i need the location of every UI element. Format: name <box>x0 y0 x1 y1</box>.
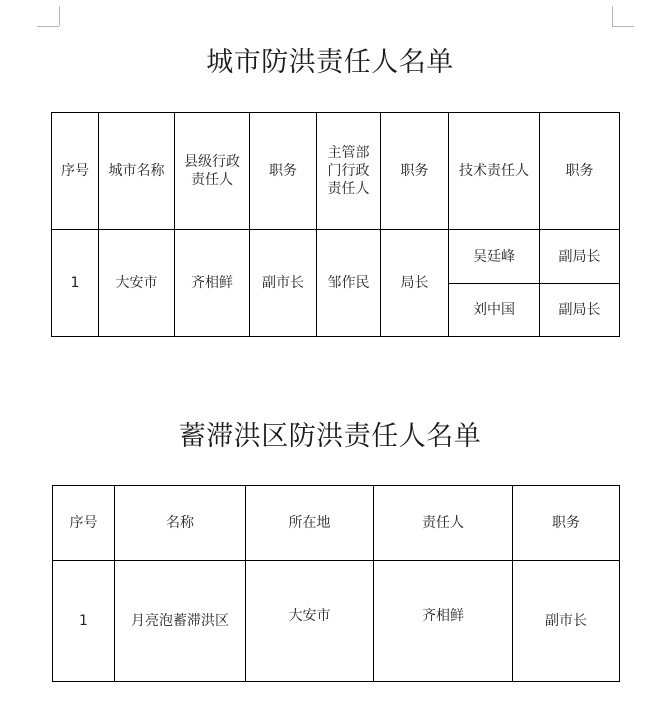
county-leader-cell: 齐相鲜 <box>175 230 250 337</box>
area-name-cell: 月亮泡蓄滞洪区 <box>115 561 246 682</box>
header-cell: 名称 <box>115 486 246 561</box>
header-cell: 序号 <box>52 113 99 230</box>
table-row <box>53 561 620 682</box>
header-cell: 技术责任人 <box>449 113 540 230</box>
tech-leader-position-cell: 副局长 <box>540 230 620 284</box>
table1-header-row <box>52 113 620 230</box>
header-cell: 序号 <box>53 486 115 561</box>
crop-mark-top-right-vertical <box>612 6 613 26</box>
row-index-cell: 1 <box>53 561 115 682</box>
tech-leader-name-cell: 刘中国 <box>449 284 540 337</box>
position-cell: 副市长 <box>513 561 620 682</box>
tech-leader-name-cell: 吴廷峰 <box>449 230 540 284</box>
header-cell: 县级行政责任人 <box>175 113 250 230</box>
header-cell: 职务 <box>381 113 449 230</box>
crop-mark-top-left-horizontal <box>37 26 59 27</box>
header-cell: 主管部门行政责任人 <box>317 113 381 230</box>
header-cell: 职务 <box>540 113 620 230</box>
header-cell: 职务 <box>513 486 620 561</box>
row-index-cell: 1 <box>52 230 99 337</box>
tech-leader-position-cell: 副局长 <box>540 284 620 337</box>
city-name-cell: 大安市 <box>99 230 175 337</box>
header-cell: 城市名称 <box>99 113 175 230</box>
location-cell: 大安市 <box>246 561 374 682</box>
detention-area-table <box>52 485 620 682</box>
table-row <box>52 230 620 284</box>
dept-leader-position-cell: 局长 <box>381 230 449 337</box>
leader-cell: 齐相鲜 <box>374 561 513 682</box>
table2-header-row <box>53 486 620 561</box>
table2-title: 蓄滞洪区防洪责任人名单 <box>178 421 482 452</box>
crop-mark-top-right-horizontal <box>612 26 634 27</box>
header-cell: 所在地 <box>246 486 374 561</box>
county-leader-position-cell: 副市长 <box>250 230 317 337</box>
city-flood-control-table <box>51 112 620 337</box>
dept-leader-cell: 邹作民 <box>317 230 381 337</box>
table1-title: 城市防洪责任人名单 <box>206 47 454 78</box>
header-cell: 责任人 <box>374 486 513 561</box>
header-cell: 职务 <box>250 113 317 230</box>
crop-mark-top-left-vertical <box>59 6 60 26</box>
